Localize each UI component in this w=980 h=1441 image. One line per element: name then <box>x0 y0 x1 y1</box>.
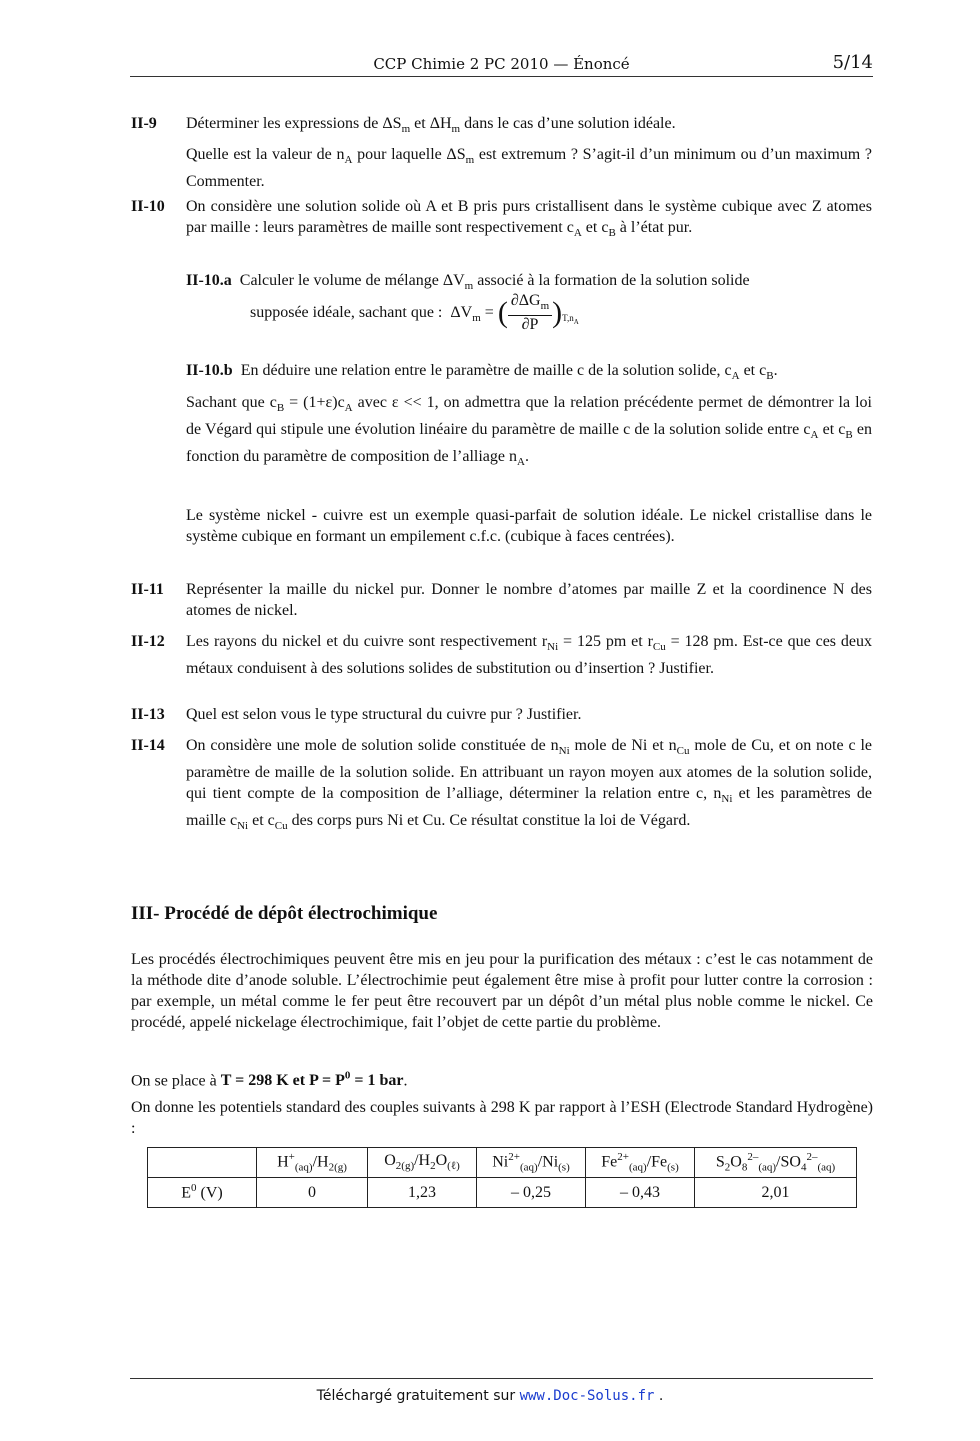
conditions: On se place à T = 298 K et $P = P^0 = 1$ bar. <box>131 1070 408 1090</box>
value-cell: 1,23 <box>368 1178 477 1208</box>
page-number: 5/14 <box>832 52 873 73</box>
question-number-ii-10: II-10 <box>131 198 165 215</box>
question-ii-11-text: Représenter la maille du nickel pur. Donner le nombre d’atomes par maille Z et la coordinence N des atomes de nickel. <box>186 581 872 619</box>
table-header-row <box>148 1148 857 1178</box>
question-number-ii-13: II-13 <box>131 706 165 723</box>
question-ii-14-text: On considère une mole de solution solide constituée de $n_{Ni}$ mole de Ni et $n_{Cu}$ mole de Cu, et on note c le paramètre de maille de la solution solide. En attribuant un rayon moyen aux atomes de la solution solide, qui tient compte de la composition de l’alliage, déterminer la relation entre c, $n_{Ni}$ et les paramètres de maille $c_{Ni}$ et $c_{Cu}$ des corps purs Ni et Cu. Ce résultat constitue la loi de Végard. <box>186 737 873 833</box>
value-cell: – 0,25 <box>477 1178 586 1208</box>
couple-fe: $Fe^{2+}_{(aq)}/Fe_{(s)}$ <box>586 1148 695 1178</box>
vegard-intro: Sachant que $c_B = (1+\varepsilon)c_A$ avec ε << 1, on admettra que la relation précédente permet de démontrer la loi de Végard qui stipule une évolution linéaire du paramètre de maille c de la solution solide entre $c_A$ et $c_B$ en fonction du paramètre de composition de l’alliage $n_A$. <box>186 394 872 469</box>
question-ii-9-followup: Quelle est la valeur de $n_A$ pour laquelle $\Delta S_m$ est extremum ? S’agit-il d’un minimum ou d’un maximum ? Commenter. <box>186 146 873 191</box>
question-number-ii-9: II-9 <box>131 115 157 132</box>
row-label-e0: $E^0$ (V) <box>148 1178 257 1208</box>
conditions-prefix: On se place à <box>131 1072 221 1090</box>
couple-s2o8: $S_2O_8^{2-}_{(aq)}/SO_4^{2-}_{(aq)}$ <box>695 1148 857 1178</box>
footer <box>0 1388 980 1404</box>
footer-link[interactable]: www.Doc-Solus.fr <box>519 1388 655 1404</box>
question-number-ii-11: II-11 <box>131 581 164 598</box>
question-number-ii-10a: II-10.a <box>186 272 232 289</box>
section-intro: Les procédés électrochimiques peuvent être mis en jeu pour la purification des métaux : c’est le cas notamment de la méthode dite d’anode soluble. L’électrochimie peut également être mise à profit pour lutter contre la corrosion : par exemple, un métal comme le fer peut être recouvert par un dépôt d’un métal plus noble comme le nickel. Ce procédé, appelé nickelage électrochimique, fait l’objet de cette partie du problème. <box>131 951 873 1031</box>
question-number-ii-12: II-12 <box>131 633 165 650</box>
question-ii-12-text: Les rayons du nickel et du cuivre sont respectivement $r_{Ni} = 125$ pm et $r_{Cu} = 128$ pm. Est-ce que ces deux métaux conduisent à des solutions solides de substitution ou d’insertion ? Justifier. <box>186 633 873 678</box>
question-ii-10a: II-10.a Calculer le volume de mélange $\Delta V_m$ associé à la formation de la solution solide <box>186 272 750 293</box>
footer-prefix: Téléchargé gratuitement sur <box>316 1388 520 1404</box>
table-corner-cell <box>148 1148 257 1178</box>
value-cell: 2,01 <box>695 1178 857 1208</box>
question-number-ii-10b: II-10.b <box>186 362 233 379</box>
value-cell: – 0,43 <box>586 1178 695 1208</box>
standard-potentials-table <box>147 1147 857 1208</box>
question-ii-10-text: On considère une solution solide où A et B pris purs cristallisent dans le système cubique avec Z atomes par maille : leurs paramètres de maille sont respectivement $c_A$ et $c_B$ à l’état pur. <box>186 198 872 240</box>
couple-ni: $Ni^{2+}_{(aq)}/Ni_{(s)}$ <box>477 1148 586 1178</box>
question-ii-10b: II-10.b En déduire une relation entre le paramètre de maille c de la solution solide, $c_A$ et $c_B$. <box>186 362 778 383</box>
couple-h: $H^+_{(aq)}/H_{2(g)}$ <box>257 1148 368 1178</box>
formula-delta-vm: supposée idéale, sachant que : $\Delta V_m$ = ( $\frac{\partial\Delta G_m}{\partial P}$ )$_{T,n_A}$ <box>250 292 579 334</box>
couple-o2: $O_{2(g)}/H_2O_{(\ell)}$ <box>368 1148 477 1178</box>
potentials-intro: On donne les potentiels standard des couples suivants à 298 K par rapport à l’ESH (Electrode Standard Hydrogène) : <box>131 1099 873 1137</box>
footer-rule <box>130 1378 873 1379</box>
footer-suffix: . <box>654 1388 664 1404</box>
question-ii-9-text: Déterminer les expressions de $\Delta S_m$ et $\Delta H_m$ dans le cas d’une solution idéale. <box>186 115 676 136</box>
nickel-intro: Le système nickel - cuivre est un exemple quasi-parfait de solution idéale. Le nickel cristallise dans le système cubique en formant un empilement c.f.c. (cubique à faces centrées). <box>186 507 872 545</box>
header-title: CCP Chimie 2 PC 2010 — Énoncé <box>373 55 630 73</box>
value-cell: 0 <box>257 1178 368 1208</box>
page-header <box>130 52 873 77</box>
question-number-ii-14: II-14 <box>131 737 165 754</box>
question-ii-13-text: Quel est selon vous le type structural du cuivre pur ? Justifier. <box>186 706 582 723</box>
table-row <box>148 1178 857 1208</box>
section-title: III- Procédé de dépôt électrochimique <box>131 903 438 924</box>
